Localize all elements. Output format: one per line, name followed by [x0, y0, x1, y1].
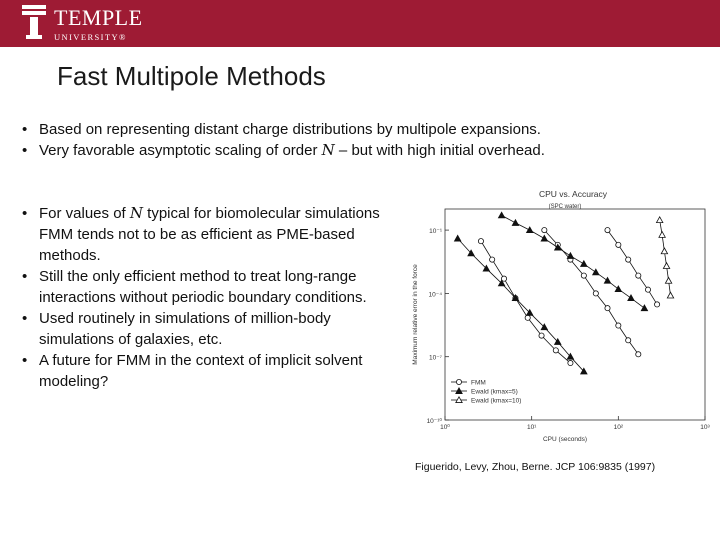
data-point	[525, 315, 530, 320]
data-point	[656, 217, 662, 223]
bullet-marker: •	[22, 121, 28, 138]
legend-marker	[456, 379, 461, 384]
data-point	[604, 277, 610, 283]
data-point	[626, 338, 631, 343]
data-point	[512, 220, 518, 226]
bullet-text-post: – but with high initial overhead.	[334, 142, 545, 159]
university-logo[interactable]	[22, 5, 162, 43]
data-point	[645, 287, 650, 292]
series-line	[660, 220, 671, 295]
bullet-item	[19, 119, 709, 140]
data-point	[636, 273, 641, 278]
cpu-vs-accuracy-chart	[405, 185, 710, 447]
data-point	[605, 228, 610, 233]
data-point	[539, 333, 544, 338]
series-line	[458, 238, 584, 371]
series-line	[502, 215, 645, 308]
data-point	[478, 239, 483, 244]
data-point	[490, 257, 495, 262]
data-point	[593, 269, 599, 275]
data-point	[626, 257, 631, 262]
bullet-marker: •	[22, 205, 28, 222]
x-tick-label: 10²	[613, 424, 624, 431]
bullet-text: A future for FMM in the context of implicit solvent modeling?	[39, 352, 363, 390]
chart-title: CPU vs. Accuracy	[538, 189, 608, 199]
data-point	[581, 261, 587, 267]
data-point	[527, 227, 533, 233]
brand-subtitle	[54, 32, 127, 42]
bullet-marker: •	[22, 142, 28, 159]
legend-label: Ewald (kmax=5)	[471, 388, 518, 396]
top-bullet-list	[19, 119, 709, 161]
slide-title: Fast Multipole Methods	[57, 61, 326, 91]
data-point	[605, 306, 610, 311]
bullet-marker: •	[22, 268, 28, 285]
bullet-text: Still the only efficient method to treat long-range interactions without periodic boundary conditions.	[39, 268, 367, 306]
data-point	[663, 263, 669, 269]
data-point	[636, 352, 641, 357]
data-point	[567, 253, 573, 259]
math-symbol-n: N	[129, 204, 143, 222]
data-point	[498, 212, 504, 218]
brand-name: TEMPLE	[54, 5, 143, 30]
bullet-text-pre: For values of	[39, 205, 130, 222]
y-axis-label: Maximum relative error in the force	[412, 264, 419, 365]
figure-citation: Figuerido, Levy, Zhou, Berne. JCP 106:9835 (1997)	[415, 461, 656, 473]
temple-t-icon	[22, 5, 46, 39]
bullet-text: Based on representing distant charge distributions by multipole expansions.	[39, 121, 541, 138]
data-point	[581, 273, 586, 278]
data-point	[615, 286, 621, 292]
bullet-marker: •	[22, 352, 28, 369]
data-point	[454, 235, 460, 241]
bullet-item	[19, 266, 399, 308]
y-tick-label: 10⁻⁷	[428, 354, 442, 362]
data-point	[628, 295, 634, 301]
data-point	[661, 248, 667, 254]
math-symbol-n: N	[321, 141, 335, 159]
bullet-item	[19, 140, 709, 161]
registered-mark: ®	[119, 32, 127, 42]
data-point	[616, 242, 621, 247]
data-point	[641, 305, 647, 311]
x-tick-label: 10¹	[526, 424, 537, 431]
data-point	[568, 360, 573, 365]
data-point	[553, 348, 558, 353]
bullet-item	[19, 203, 399, 266]
y-tick-label: 10⁻⁴	[428, 291, 442, 299]
bullet-item	[19, 308, 399, 350]
left-bullet-list	[19, 203, 399, 392]
chart-subtitle: (SPC water)	[548, 204, 582, 210]
bullet-marker: •	[22, 310, 28, 327]
data-point	[541, 235, 547, 241]
bullet-text-pre: Very favorable asymptotic scaling of order	[39, 142, 322, 159]
x-tick-label: 10⁰	[440, 424, 450, 431]
data-point	[593, 291, 598, 296]
y-tick-label: 10⁻¹	[429, 228, 442, 236]
legend-label: Ewald (kmax=10)	[471, 397, 522, 405]
y-tick-label: 10⁻¹⁰	[426, 418, 442, 425]
data-point	[659, 232, 665, 238]
legend-label: FMM	[471, 379, 486, 387]
data-point	[667, 292, 673, 298]
series-line	[608, 230, 658, 304]
data-point	[542, 228, 547, 233]
bullet-text: Used routinely in simulations of million-body simulations of galaxies, etc.	[39, 310, 331, 348]
data-point	[665, 277, 671, 283]
bullet-text-post: typical for biomolecular simulations FMM tends not to be as efficient as PME-based methods.	[39, 205, 380, 264]
x-tick-label: 10³	[700, 424, 710, 431]
brand-sub-text: UNIVERSITY	[54, 32, 119, 42]
header-banner	[0, 0, 720, 47]
bullet-item	[19, 350, 399, 392]
data-point	[616, 323, 621, 328]
x-axis-label: CPU (seconds)	[542, 436, 588, 443]
data-point	[654, 302, 659, 307]
